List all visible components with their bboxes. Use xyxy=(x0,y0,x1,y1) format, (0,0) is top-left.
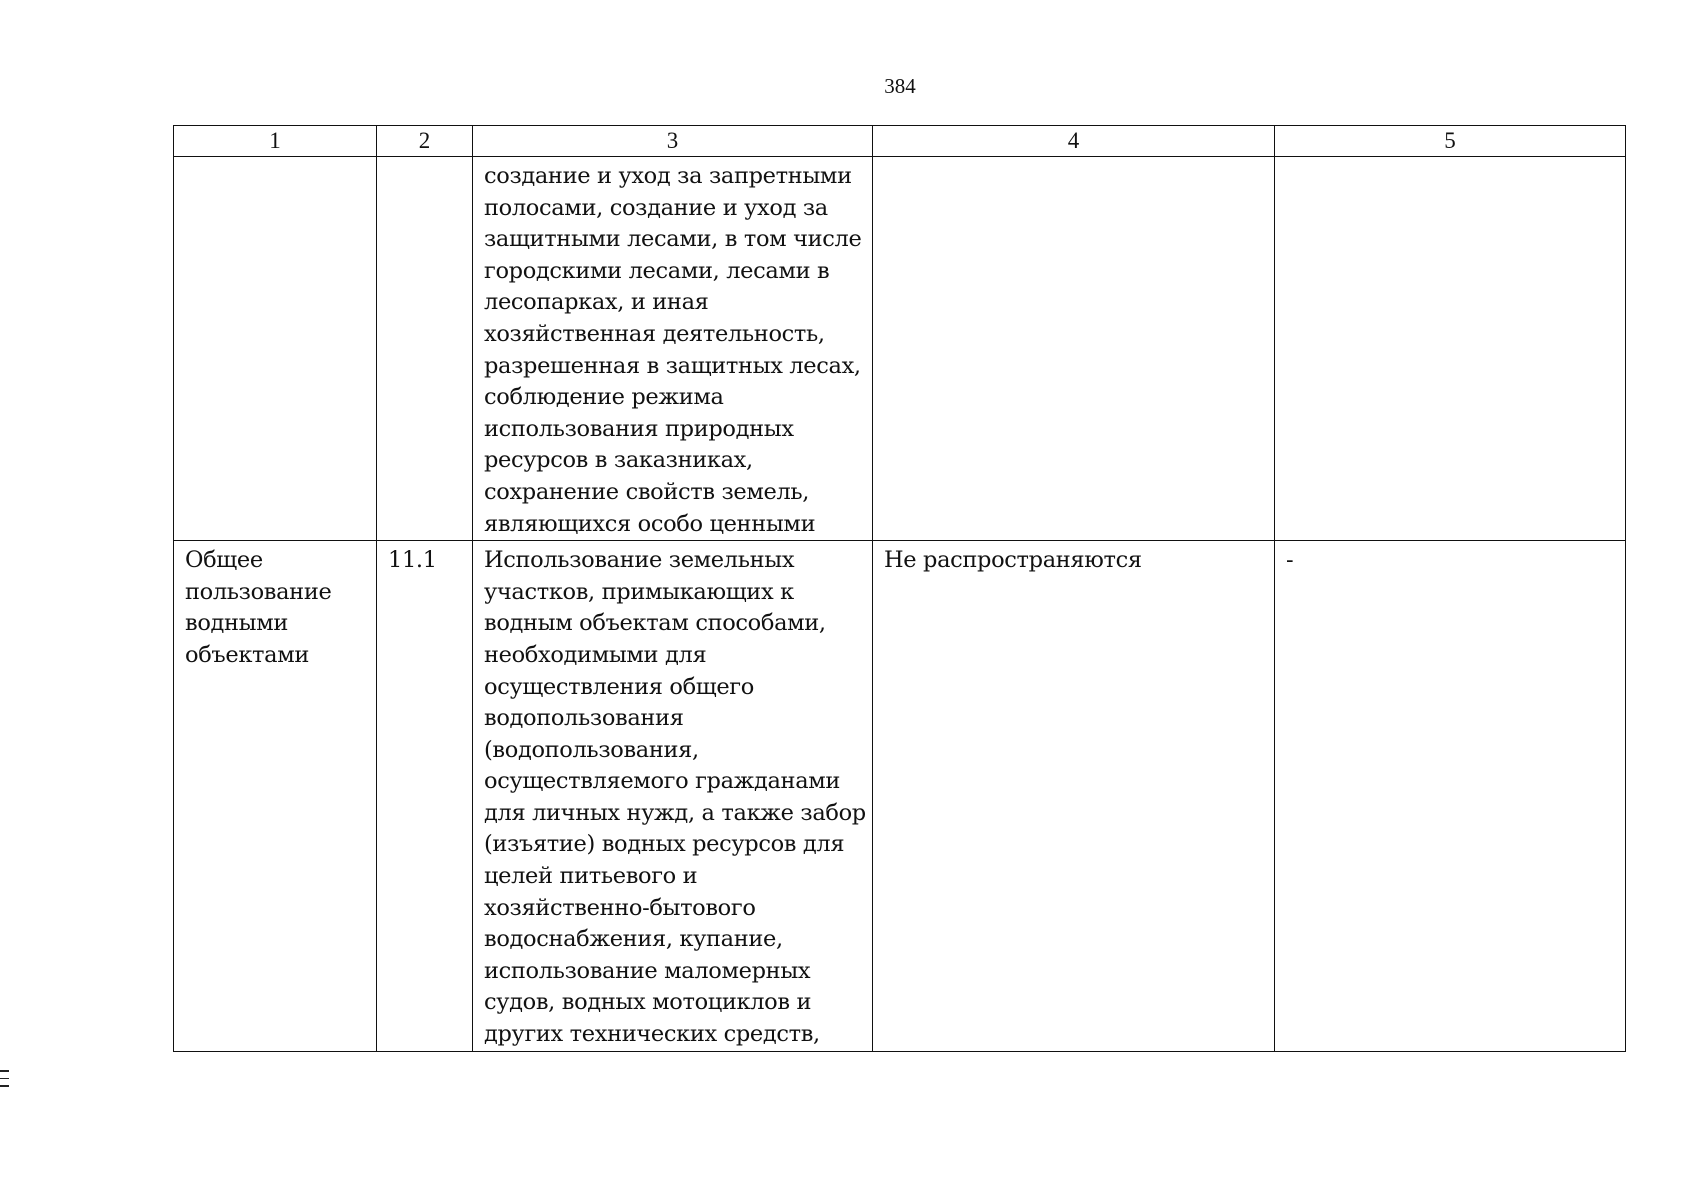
table-header-row xyxy=(174,126,1626,157)
text-line: являющихся особо ценными xyxy=(484,510,816,537)
cell-use-description xyxy=(473,157,873,541)
table-row xyxy=(174,541,1626,1052)
text-line: (водопользования, xyxy=(484,736,699,763)
text-line: полосами, создание и уход за xyxy=(484,194,828,221)
text-line: хозяйственно-бытового xyxy=(484,894,756,921)
cell-use-code xyxy=(377,157,473,541)
text-line: разрешенная в защитных лесах, xyxy=(484,352,861,379)
text-line: необходимыми для xyxy=(484,641,707,668)
text-line: использования природных xyxy=(484,415,794,442)
text-line: использование маломерных xyxy=(484,957,811,984)
text-line: Общее xyxy=(185,547,263,574)
text-line: сохранение свойств земель, xyxy=(484,478,810,505)
text-line: городскими лесами, лесами в xyxy=(484,257,830,284)
text-line: хозяйственная деятельность, xyxy=(484,320,825,347)
cell-use-code: 11.1 xyxy=(377,541,473,1052)
cell-use-type-name xyxy=(174,157,377,541)
text-line: соблюдение режима xyxy=(484,384,724,411)
cell-use-description xyxy=(473,541,873,1052)
text-line: водопользования xyxy=(484,705,684,732)
text-line: Использование земельных xyxy=(484,547,795,574)
text-line: судов, водных мотоциклов и xyxy=(484,989,812,1016)
text-line: (изъятие) водных ресурсов для xyxy=(484,831,845,858)
text-line: для личных нужд, а также забор xyxy=(484,799,866,826)
cell-regulations: Не распространяются xyxy=(873,541,1275,1052)
text-line: объектами xyxy=(185,641,309,668)
land-use-table xyxy=(173,125,1626,1052)
text-line: других технических средств, xyxy=(484,1021,820,1048)
text-line: водоснабжения, купание, xyxy=(484,926,783,953)
text-line: ресурсов в заказниках, xyxy=(484,447,753,474)
text-line: лесопарках, и иная xyxy=(484,289,709,316)
column-header-1: 1 xyxy=(174,126,377,157)
column-header-4: 4 xyxy=(873,126,1275,157)
margin-tick-marks xyxy=(0,1070,9,1094)
page-number: 384 xyxy=(884,74,916,98)
cell-use-type-name xyxy=(174,541,377,1052)
cell-parameters: - xyxy=(1275,541,1626,1052)
text-line: защитными лесами, в том числе xyxy=(484,226,862,253)
column-header-3: 3 xyxy=(473,126,873,157)
text-line: осуществления общего xyxy=(484,673,754,700)
text-line: участков, примыкающих к xyxy=(484,578,794,605)
text-line: пользование xyxy=(185,578,332,605)
table-row xyxy=(174,157,1626,541)
text-line: водным объектам способами, xyxy=(484,610,826,637)
text-line: создание и уход за запретными xyxy=(484,163,852,189)
cell-regulations xyxy=(873,157,1275,541)
cell-parameters xyxy=(1275,157,1626,541)
column-header-5: 5 xyxy=(1275,126,1626,157)
text-line: осуществляемого гражданами xyxy=(484,768,841,795)
column-header-2: 2 xyxy=(377,126,473,157)
text-line: целей питьевого и xyxy=(484,863,698,890)
text-line: водными xyxy=(185,610,289,637)
